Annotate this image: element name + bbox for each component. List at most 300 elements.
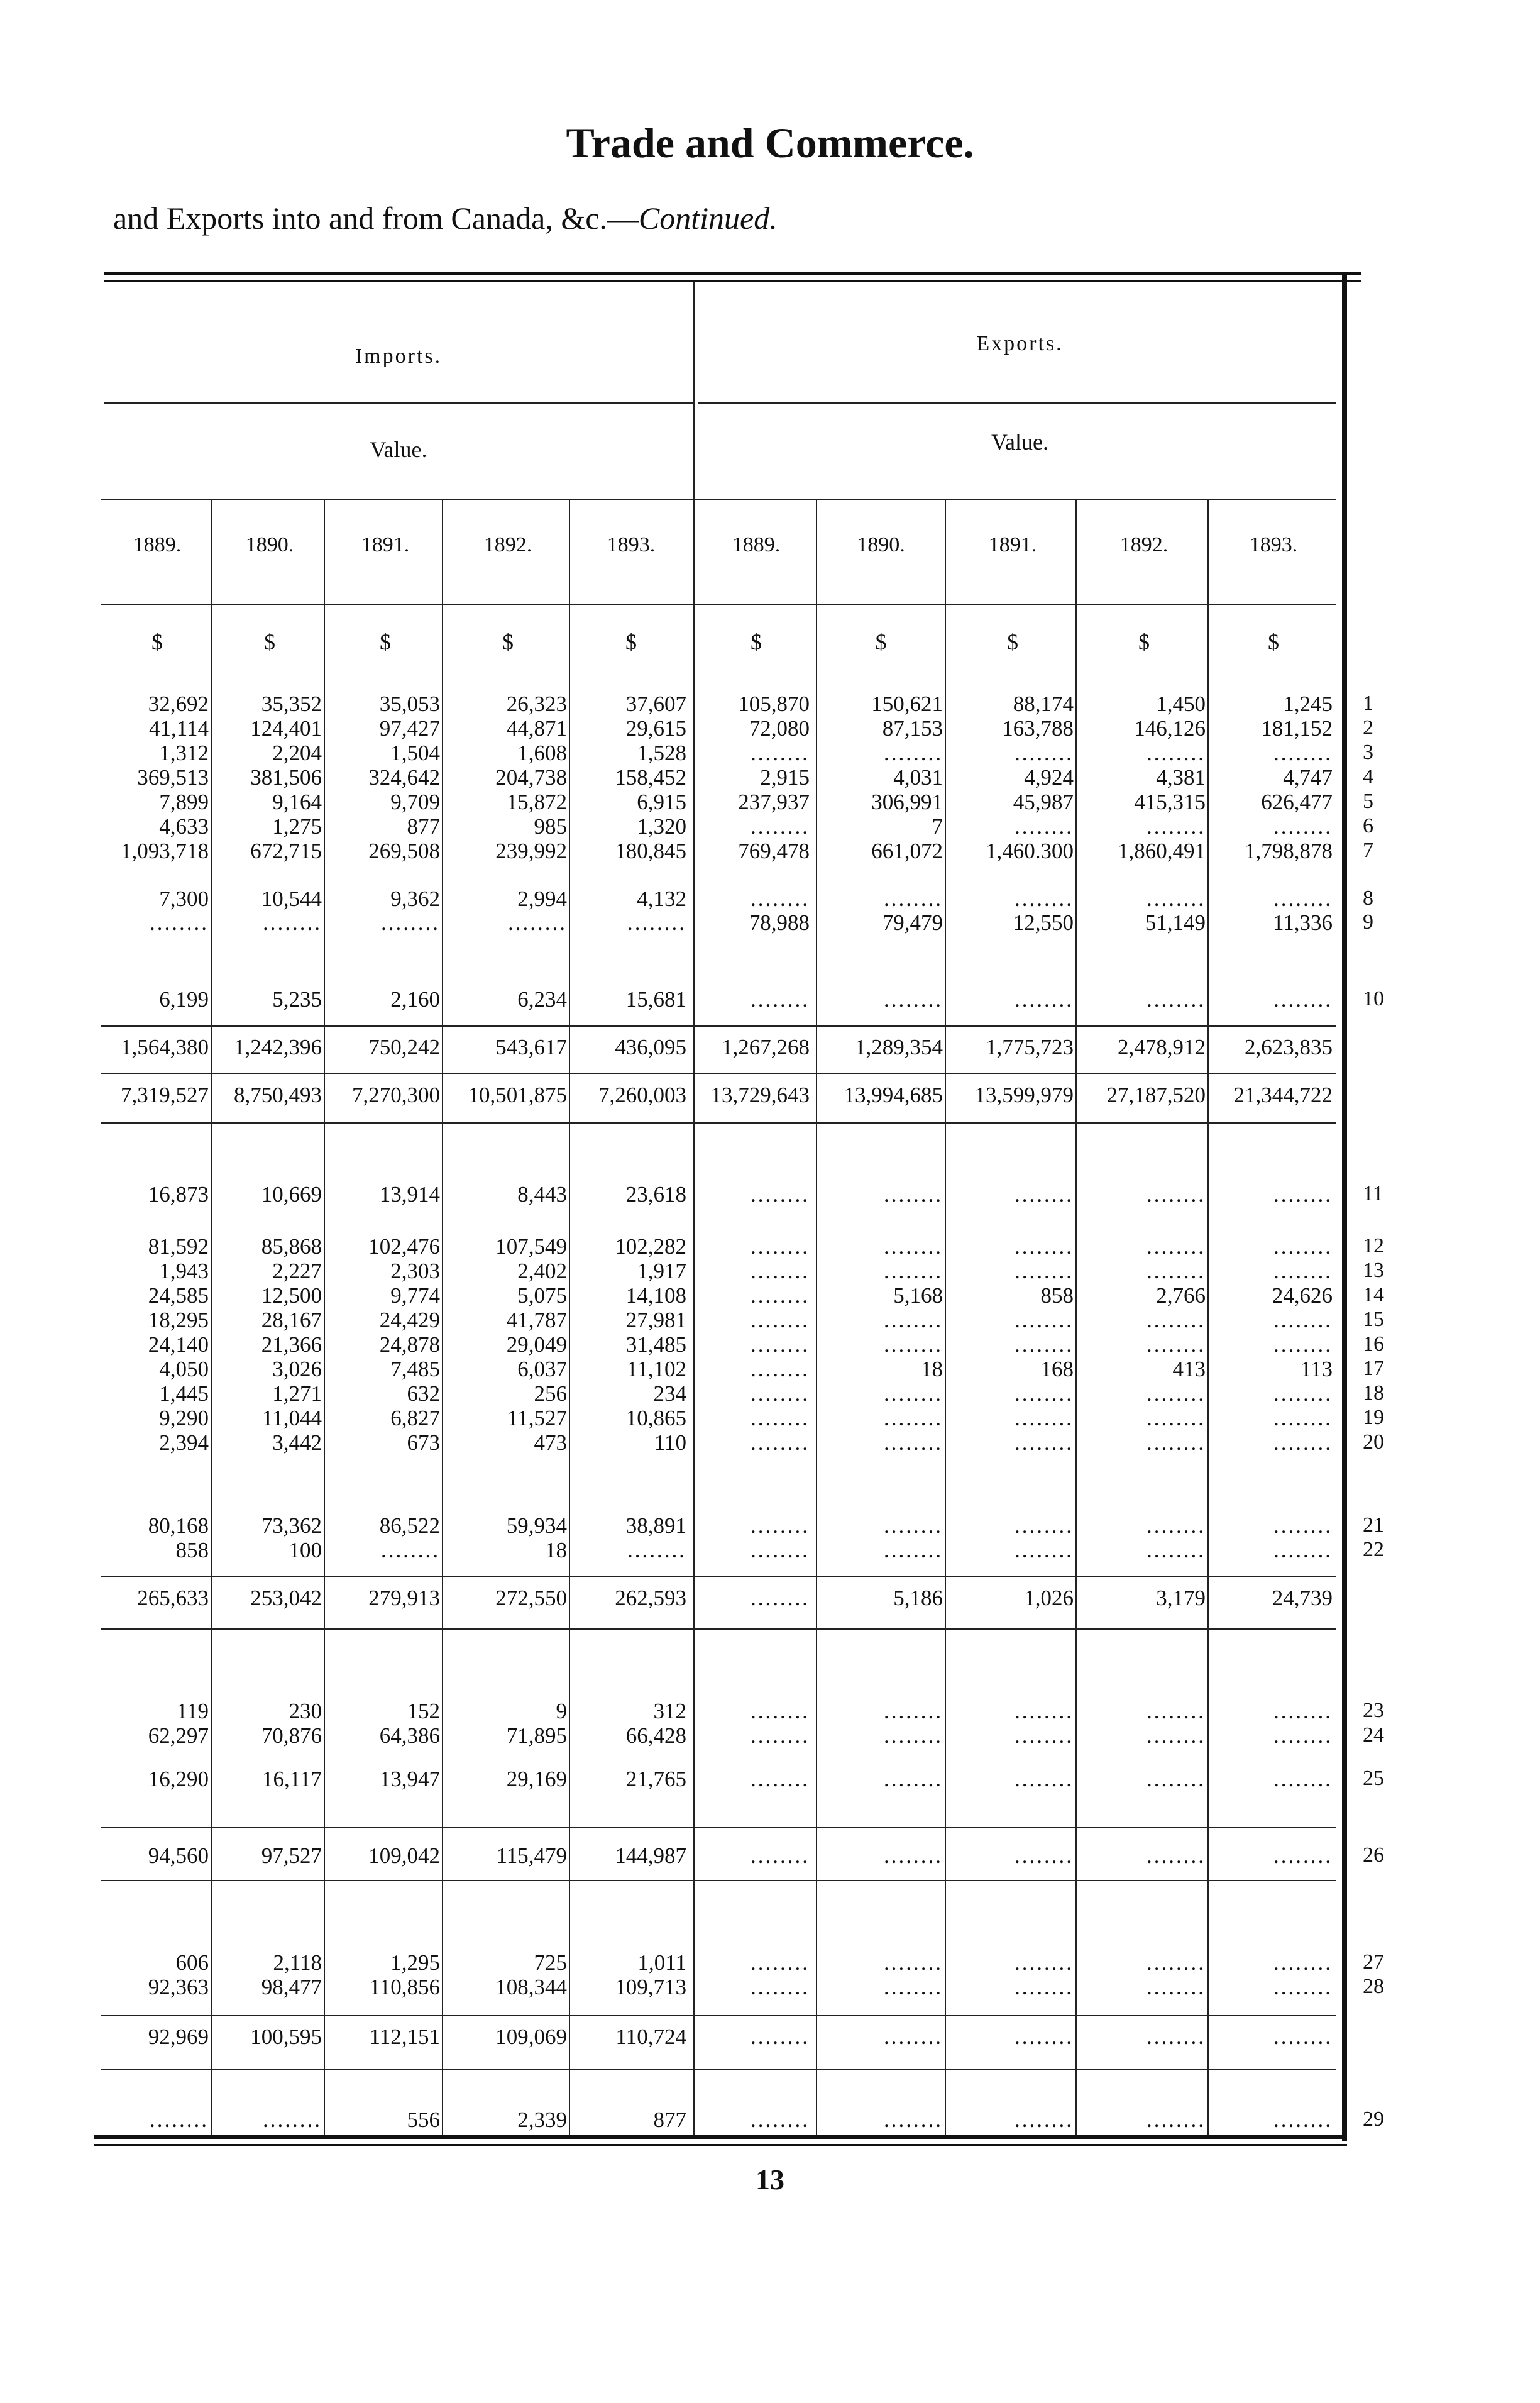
- table-cell: 204,738: [495, 765, 567, 790]
- table-cell: ........: [1147, 2025, 1206, 2049]
- table-cell: 102,476: [368, 1234, 440, 1259]
- table-cell: ........: [884, 1975, 943, 1999]
- table-cell: 3,026: [272, 1357, 322, 1381]
- table-cell: 72,080: [749, 716, 810, 741]
- currency-symbol: $: [1268, 629, 1279, 655]
- row-number: 4: [1363, 765, 1373, 788]
- table-cell: 113: [1300, 1357, 1333, 1381]
- year-header: 1893.: [1249, 533, 1298, 556]
- table-cell: ........: [884, 1513, 943, 1538]
- imports-value-header: Value.: [370, 437, 427, 462]
- table-cell: 5,186: [893, 1586, 943, 1610]
- table-cell: 21,765: [625, 1767, 686, 1791]
- table-cell: ........: [1015, 1538, 1074, 1562]
- table-cell: 750,242: [368, 1035, 440, 1059]
- row-rule: [101, 1628, 1336, 1630]
- table-cell: 1,445: [159, 1381, 209, 1406]
- table-cell: ........: [1015, 2025, 1074, 2049]
- table-cell: ........: [263, 2107, 322, 2132]
- row-number: 18: [1363, 1381, 1384, 1405]
- table-bottom-rule: [94, 2135, 1347, 2139]
- table-cell: ........: [1015, 1723, 1074, 1748]
- table-cell: 436,095: [615, 1035, 686, 1059]
- table-cell: 12,550: [1013, 910, 1074, 935]
- table-cell: 6,915: [637, 790, 686, 814]
- table-cell: ........: [381, 1538, 440, 1562]
- row-number: 2: [1363, 716, 1373, 739]
- row-number: 17: [1363, 1357, 1384, 1380]
- table-cell: 16,117: [262, 1767, 322, 1791]
- table-cell: ........: [751, 2025, 810, 2049]
- table-cell: ........: [1273, 1767, 1333, 1791]
- table-cell: 1,608: [517, 741, 567, 765]
- table-cell: 10,669: [261, 1182, 322, 1207]
- table-cell: 1,295: [390, 1950, 440, 1975]
- row-number: 13: [1363, 1259, 1384, 1282]
- table-cell: 31,485: [625, 1332, 686, 1357]
- table-cell: 71,895: [506, 1723, 567, 1748]
- page-title: Trade and Commerce.: [566, 119, 974, 167]
- table-cell: ........: [1273, 1843, 1333, 1868]
- table-cell: ........: [751, 814, 810, 839]
- table-cell: 5,168: [893, 1283, 943, 1308]
- table-cell: 381,506: [250, 765, 322, 790]
- row-number: 25: [1363, 1767, 1384, 1790]
- table-cell: ........: [1015, 1259, 1074, 1283]
- table-cell: 3,442: [272, 1430, 322, 1455]
- table-cell: 86,522: [379, 1513, 440, 1538]
- year-header: 1891.: [988, 533, 1037, 556]
- table-cell: ........: [1273, 1406, 1333, 1430]
- row-number: 3: [1363, 741, 1373, 764]
- table-cell: ........: [1015, 814, 1074, 839]
- table-cell: ........: [751, 1357, 810, 1381]
- exports-header: Exports.: [976, 332, 1064, 355]
- row-number: 20: [1363, 1430, 1384, 1454]
- row-number: 9: [1363, 910, 1373, 934]
- row-number: 11: [1363, 1182, 1383, 1205]
- table-cell: 9,362: [390, 887, 440, 911]
- table-cell: 35,352: [261, 692, 322, 716]
- column-rule: [945, 499, 946, 2135]
- table-cell: 661,072: [871, 839, 943, 863]
- table-cell: 1,093,718: [121, 839, 209, 863]
- table-cell: ........: [508, 910, 567, 935]
- table-cell: ........: [1147, 1182, 1206, 1207]
- table-cell: 21,366: [261, 1332, 322, 1357]
- year-header: 1892.: [483, 533, 532, 556]
- table-cell: 24,429: [379, 1308, 440, 1332]
- table-cell: ........: [884, 1430, 943, 1455]
- table-cell: 1,267,268: [722, 1035, 810, 1059]
- table-bottom-rule-thin: [94, 2144, 1347, 2146]
- table-cell: 725: [534, 1950, 567, 1975]
- table-cell: 94,560: [148, 1843, 209, 1868]
- table-cell: 269,508: [368, 839, 440, 863]
- table-cell: ........: [1015, 1332, 1074, 1357]
- table-cell: 1,504: [390, 741, 440, 765]
- table-cell: 1,564,380: [121, 1035, 209, 1059]
- row-rule: [101, 499, 1336, 500]
- table-cell: ........: [1147, 1843, 1206, 1868]
- table-cell: 1,917: [637, 1259, 686, 1283]
- row-rule: [698, 402, 1336, 404]
- table-cell: 2,994: [517, 887, 567, 911]
- table-cell: 27,981: [625, 1308, 686, 1332]
- table-cell: 29,169: [506, 1767, 567, 1791]
- row-rule: [104, 402, 693, 404]
- table-cell: ........: [1273, 1234, 1333, 1259]
- table-cell: 4,633: [159, 814, 209, 839]
- table-cell: 27,187,520: [1106, 1083, 1206, 1107]
- table-cell: ........: [1147, 1308, 1206, 1332]
- table-cell: 769,478: [738, 839, 810, 863]
- row-rule: [101, 2069, 1336, 2070]
- table-cell: ........: [751, 1586, 810, 1610]
- table-cell: ........: [150, 910, 209, 935]
- table-cell: ........: [1273, 1381, 1333, 1406]
- table-cell: 180,845: [615, 839, 686, 863]
- table-cell: ........: [1147, 1513, 1206, 1538]
- table-cell: 13,599,979: [974, 1083, 1074, 1107]
- table-cell: 985: [534, 814, 567, 839]
- table-cell: ........: [751, 1975, 810, 1999]
- table-cell: 8,443: [517, 1182, 567, 1207]
- table-cell: 5,075: [517, 1283, 567, 1308]
- table-cell: ........: [1147, 1538, 1206, 1562]
- table-cell: 1,860,491: [1118, 839, 1206, 863]
- table-cell: 112,151: [369, 2025, 440, 2049]
- table-cell: 146,126: [1134, 716, 1206, 741]
- table-cell: 1,798,878: [1245, 839, 1333, 863]
- currency-symbol: $: [1007, 629, 1018, 655]
- table-cell: ........: [1015, 1513, 1074, 1538]
- table-cell: ........: [884, 1182, 943, 1207]
- table-cell: ........: [751, 1538, 810, 1562]
- table-cell: ........: [751, 1723, 810, 1748]
- table-cell: 2,766: [1156, 1283, 1206, 1308]
- table-cell: 78,988: [749, 910, 810, 935]
- table-cell: 115,479: [496, 1843, 567, 1868]
- table-cell: 110,724: [615, 2025, 686, 2049]
- table-cell: ........: [1015, 1430, 1074, 1455]
- table-cell: ........: [1147, 1259, 1206, 1283]
- table-cell: 15,681: [625, 987, 686, 1012]
- row-number: 5: [1363, 790, 1373, 813]
- table-cell: 41,114: [149, 716, 209, 741]
- table-cell: 64,386: [379, 1723, 440, 1748]
- table-cell: 18: [545, 1538, 567, 1562]
- table-cell: ........: [381, 910, 440, 935]
- table-cell: 262,593: [615, 1586, 686, 1610]
- table-cell: 88,174: [1013, 692, 1074, 716]
- row-number: 22: [1363, 1538, 1384, 1561]
- row-rule: [101, 1073, 1336, 1074]
- table-cell: 1,320: [637, 814, 686, 839]
- table-cell: ........: [1015, 1406, 1074, 1430]
- year-header: 1889.: [133, 533, 182, 556]
- table-cell: 237,937: [738, 790, 810, 814]
- table-cell: 24,739: [1272, 1586, 1333, 1610]
- table-cell: ........: [1015, 1699, 1074, 1723]
- table-cell: ........: [1273, 814, 1333, 839]
- table-cell: 110,856: [369, 1975, 440, 1999]
- table-top-rule: [104, 272, 1361, 275]
- table-cell: ........: [1015, 1843, 1074, 1868]
- table-cell: 1,312: [159, 741, 209, 765]
- table-cell: 9,164: [272, 790, 322, 814]
- table-cell: 109,069: [495, 2025, 567, 2049]
- table-cell: 858: [175, 1538, 209, 1562]
- table-cell: ........: [1273, 1430, 1333, 1455]
- table-cell: 672,715: [250, 839, 322, 863]
- table-cell: ........: [884, 1767, 943, 1791]
- table-cell: 858: [1040, 1283, 1074, 1308]
- table-cell: 24,140: [148, 1332, 209, 1357]
- table-cell: 10,501,875: [468, 1083, 567, 1107]
- table-cell: ........: [751, 1767, 810, 1791]
- row-number: 29: [1363, 2107, 1384, 2131]
- table-cell: 105,870: [738, 692, 810, 716]
- table-cell: ........: [1273, 1950, 1333, 1975]
- table-cell: 1,289,354: [855, 1035, 943, 1059]
- table-cell: ........: [1147, 2107, 1206, 2132]
- table-cell: 1,275: [272, 814, 322, 839]
- table-cell: ........: [1273, 1513, 1333, 1538]
- table-cell: 543,617: [495, 1035, 567, 1059]
- table-cell: ........: [1273, 2025, 1333, 2049]
- table-cell: 23,618: [625, 1182, 686, 1207]
- row-rule: [101, 1122, 1336, 1124]
- table-cell: 473: [534, 1430, 567, 1455]
- table-cell: 2,915: [760, 765, 810, 790]
- table-cell: 1,011: [637, 1950, 686, 1975]
- table-cell: 1,528: [637, 741, 686, 765]
- page-number: 13: [756, 2163, 784, 2196]
- table-cell: ........: [1147, 814, 1206, 839]
- table-cell: 70,876: [261, 1723, 322, 1748]
- table-cell: 9,709: [390, 790, 440, 814]
- table-cell: 415,315: [1134, 790, 1206, 814]
- table-cell: ........: [751, 1234, 810, 1259]
- table-cell: 13,729,643: [710, 1083, 810, 1107]
- table-cell: 29,615: [625, 716, 686, 741]
- table-cell: ........: [1015, 1381, 1074, 1406]
- table-cell: ........: [1147, 1950, 1206, 1975]
- table-cell: 2,478,912: [1118, 1035, 1206, 1059]
- table-cell: 28,167: [261, 1308, 322, 1332]
- table-cell: 4,050: [159, 1357, 209, 1381]
- table-cell: 7,260,003: [598, 1083, 686, 1107]
- table-cell: 279,913: [368, 1586, 440, 1610]
- table-cell: ........: [884, 1308, 943, 1332]
- table-cell: 80,168: [148, 1513, 209, 1538]
- column-rule: [569, 499, 570, 2135]
- table-cell: 324,642: [368, 765, 440, 790]
- table-cell: 181,152: [1261, 716, 1333, 741]
- row-number: 12: [1363, 1234, 1384, 1257]
- table-cell: ........: [1147, 1975, 1206, 1999]
- row-rule: [101, 2015, 1336, 2016]
- table-cell: 13,947: [379, 1767, 440, 1791]
- table-cell: 51,149: [1145, 910, 1206, 935]
- column-rule: [324, 499, 325, 2135]
- row-number: 8: [1363, 887, 1373, 910]
- imports-header: Imports.: [355, 345, 443, 368]
- table-cell: 306,991: [871, 790, 943, 814]
- table-cell: 15,872: [506, 790, 567, 814]
- table-cell: 158,452: [615, 765, 686, 790]
- year-header: 1891.: [361, 533, 410, 556]
- table-cell: ........: [1015, 987, 1074, 1012]
- table-cell: 7,485: [390, 1357, 440, 1381]
- table-cell: 7: [932, 814, 943, 839]
- table-cell: ........: [1147, 1723, 1206, 1748]
- table-cell: 1,242,396: [234, 1035, 322, 1059]
- table-cell: 100,595: [250, 2025, 322, 2049]
- currency-symbol: $: [264, 629, 275, 655]
- table-cell: ........: [751, 1513, 810, 1538]
- table-cell: ........: [627, 910, 686, 935]
- table-cell: 168: [1040, 1357, 1074, 1381]
- table-cell: 256: [534, 1381, 567, 1406]
- table-cell: ........: [751, 1332, 810, 1357]
- table-cell: ........: [751, 1182, 810, 1207]
- table-cell: ........: [1273, 1975, 1333, 1999]
- table-cell: ........: [751, 887, 810, 911]
- table-cell: 626,477: [1261, 790, 1333, 814]
- row-number: 21: [1363, 1513, 1384, 1537]
- table-cell: 253,042: [250, 1586, 322, 1610]
- table-cell: 4,031: [893, 765, 943, 790]
- table-cell: 413: [1172, 1357, 1206, 1381]
- table-cell: ........: [1147, 1699, 1206, 1723]
- table-cell: 21,344,722: [1233, 1083, 1333, 1107]
- table-cell: 73,362: [261, 1513, 322, 1538]
- exports-value-header: Value.: [991, 429, 1048, 455]
- row-number: 7: [1363, 839, 1373, 862]
- table-cell: 272,550: [495, 1586, 567, 1610]
- table-cell: 66,428: [625, 1723, 686, 1748]
- table-cell: 98,477: [261, 1975, 322, 1999]
- table-cell: 3,179: [1156, 1586, 1206, 1610]
- table-cell: 9: [556, 1699, 567, 1723]
- table-cell: ........: [1015, 2107, 1074, 2132]
- row-number: 6: [1363, 814, 1373, 837]
- table-cell: 107,549: [495, 1234, 567, 1259]
- table-cell: ........: [751, 1950, 810, 1975]
- column-rule: [211, 499, 212, 2135]
- table-cell: 2,394: [159, 1430, 209, 1455]
- table-cell: 16,290: [148, 1767, 209, 1791]
- row-number: 19: [1363, 1406, 1384, 1429]
- table-cell: 163,788: [1002, 716, 1074, 741]
- row-rule: [101, 1576, 1336, 1577]
- table-cell: 6,234: [517, 987, 567, 1012]
- column-rule: [1207, 499, 1209, 2135]
- year-header: 1890.: [857, 533, 905, 556]
- table-cell: ........: [1273, 1723, 1333, 1748]
- table-cell: 6,199: [159, 987, 209, 1012]
- table-cell: ........: [1015, 1182, 1074, 1207]
- table-cell: 2,339: [517, 2107, 567, 2132]
- table-cell: ........: [1015, 1950, 1074, 1975]
- row-number: 14: [1363, 1283, 1384, 1306]
- table-cell: 62,297: [148, 1723, 209, 1748]
- year-header: 1889.: [732, 533, 781, 556]
- table-cell: 7,319,527: [121, 1083, 209, 1107]
- table-cell: ........: [751, 2107, 810, 2132]
- table-cell: 11,102: [627, 1357, 686, 1381]
- currency-symbol: $: [151, 629, 163, 655]
- currency-symbol: $: [1138, 629, 1150, 655]
- row-rule: [101, 604, 1336, 605]
- table-cell: ........: [884, 741, 943, 765]
- table-cell: ........: [1147, 1381, 1206, 1406]
- table-cell: ........: [1273, 2107, 1333, 2132]
- row-rule: [101, 1025, 1336, 1027]
- table-cell: 2,623,835: [1245, 1035, 1333, 1059]
- table-cell: ........: [884, 1332, 943, 1357]
- table-cell: 2,160: [390, 987, 440, 1012]
- currency-symbol: $: [380, 629, 391, 655]
- table-cell: 7,270,300: [352, 1083, 440, 1107]
- table-cell: ........: [1273, 1182, 1333, 1207]
- table-cell: 97,427: [379, 716, 440, 741]
- table-cell: 119: [176, 1699, 209, 1723]
- table-cell: 12,500: [261, 1283, 322, 1308]
- row-number: 27: [1363, 1950, 1384, 1974]
- table-cell: 4,381: [1156, 765, 1206, 790]
- table-cell: 41,787: [506, 1308, 567, 1332]
- table-cell: ........: [884, 1538, 943, 1562]
- table-cell: 11,044: [262, 1406, 322, 1430]
- table-cell: ........: [1273, 987, 1333, 1012]
- table-cell: ........: [1147, 1430, 1206, 1455]
- table-cell: ........: [751, 1430, 810, 1455]
- table-cell: ........: [1015, 887, 1074, 911]
- column-rule: [1075, 499, 1077, 2135]
- table-cell: ........: [751, 1381, 810, 1406]
- currency-symbol: $: [751, 629, 762, 655]
- table-cell: ........: [884, 2025, 943, 2049]
- table-cell: ........: [884, 1699, 943, 1723]
- table-cell: ........: [751, 1259, 810, 1283]
- table-cell: 110: [654, 1430, 686, 1455]
- table-cell: 92,363: [148, 1975, 209, 1999]
- table-cell: ........: [884, 1723, 943, 1748]
- table-cell: 109,713: [615, 1975, 686, 1999]
- table-cell: ........: [1015, 1234, 1074, 1259]
- table-cell: 6,827: [390, 1406, 440, 1430]
- table-cell: ........: [884, 1234, 943, 1259]
- table-cell: 6,037: [517, 1357, 567, 1381]
- table-cell: ........: [1147, 741, 1206, 765]
- table-cell: 632: [407, 1381, 440, 1406]
- table-cell: 24,626: [1272, 1283, 1333, 1308]
- table-cell: 1,943: [159, 1259, 209, 1283]
- table-cell: ........: [1273, 1332, 1333, 1357]
- table-cell: 92,969: [148, 2025, 209, 2049]
- table-cell: ........: [1273, 1308, 1333, 1332]
- table-cell: 1,775,723: [986, 1035, 1074, 1059]
- table-cell: 1,460.300: [986, 839, 1074, 863]
- table-cell: 32,692: [148, 692, 209, 716]
- table-cell: 2,227: [272, 1259, 322, 1283]
- table-cell: 18,295: [148, 1308, 209, 1332]
- table-cell: ........: [1273, 887, 1333, 911]
- table-cell: 877: [407, 814, 440, 839]
